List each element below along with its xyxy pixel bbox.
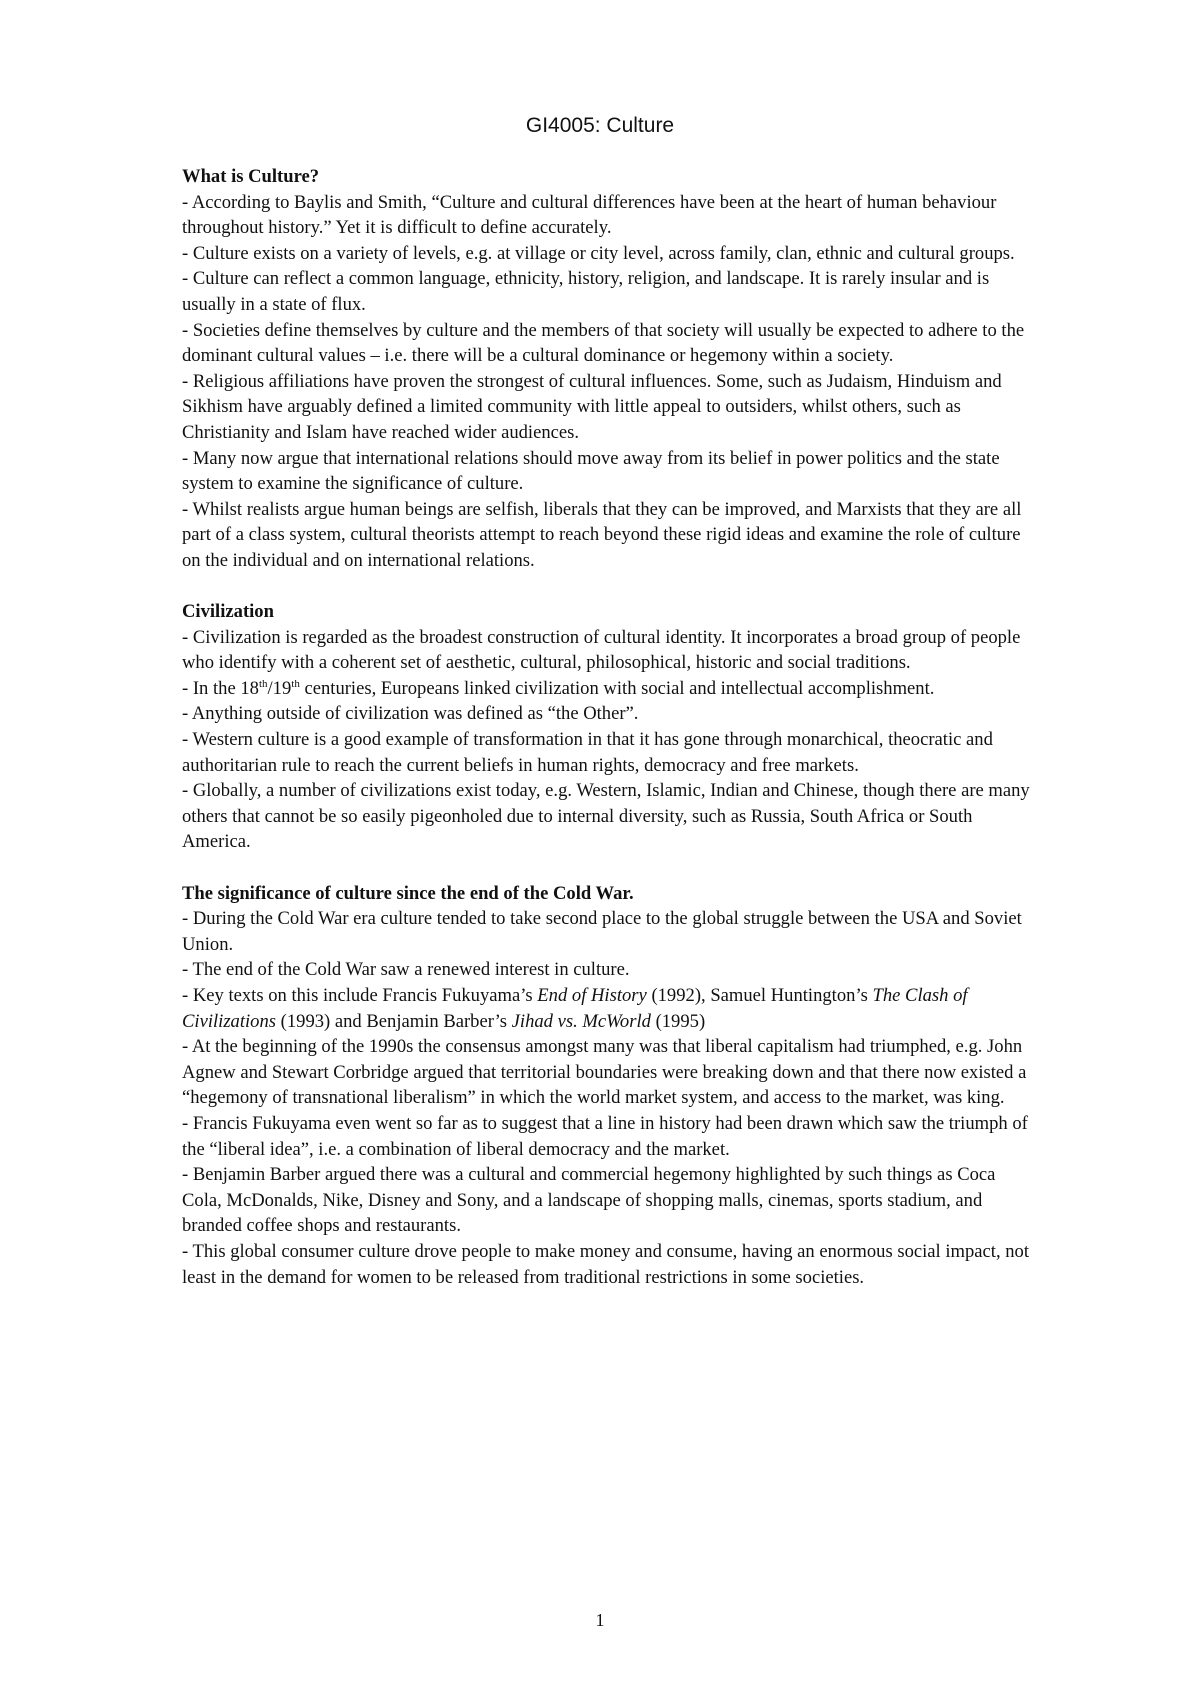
- paragraph: - The end of the Cold War saw a renewed interest in culture.: [182, 959, 630, 981]
- paragraph: - During the Cold War era culture tended to take second place to the global struggle between the USA and Soviet Union.: [182, 908, 1022, 955]
- text-run: (1993) and Benjamin Barber’s: [276, 1010, 512, 1032]
- paragraph: - Many now argue that international relations should move away from its belief in power politics and the state system to examine the significance of culture.: [182, 447, 1000, 495]
- paragraph: - Anything outside of civilization was defined as “the Other”.: [182, 703, 639, 725]
- section-civilization: [182, 599, 1032, 855]
- page-title: GI4005: Culture: [525, 114, 675, 137]
- paragraph: - Francis Fukuyama even went so far as to suggest that a line in history had been drawn which saw the triumph of the “liberal idea”, i.e. a combination of liberal democracy and the market.: [182, 1112, 1028, 1160]
- superscript: th: [291, 677, 300, 690]
- section-heading: Civilization: [182, 601, 274, 623]
- text-run: (1995): [650, 1010, 706, 1032]
- section-cold-war: [182, 881, 1032, 1291]
- paragraph: - Globally, a number of civilizations exist today, e.g. Western, Islamic, Indian and Chinese, though there are many others that cannot be so easily pigeonholed due to internal diversity, such as Russia, South Africa or South America.: [182, 780, 1030, 853]
- text-run: - Key texts on this include Francis Fukuyama’s: [182, 985, 538, 1006]
- superscript: th: [258, 677, 268, 690]
- text-run: centuries, Europeans linked civilization with social and intellectual accomplishment.: [299, 677, 935, 699]
- book-title: The Clash of Civilizations: [182, 985, 968, 1032]
- book-title: Jihad vs. McWorld: [511, 1010, 651, 1032]
- paragraph: - Culture exists on a variety of levels, e.g. at village or city level, across family, clan, ethnic and cultural groups.: [182, 242, 1015, 264]
- book-title: End of History: [537, 985, 647, 1006]
- section-heading: The significance of culture since the end of the Cold War.: [182, 882, 634, 904]
- paragraph: - Benjamin Barber argued there was a cultural and commercial hegemony highlighted by such things as Coca Cola, McDonalds, Nike, Disney and Sony, and a landscape of shopping malls, cinemas, sports stadium, and branded coffee shops and restaurants.: [182, 1164, 996, 1237]
- paragraph: - At the beginning of the 1990s the consensus amongst many was that liberal capitalism had triumphed, e.g. John Agnew and Stewart Corbridge argued that territorial boundaries were breaking down and that there now existed a “hegemony of transnational liberalism” in which the world market system, and access to the market, was king.: [182, 1036, 1027, 1109]
- paragraph: - Religious affiliations have proven the strongest of cultural influences. Some, such as Judaism, Hinduism and Sikhism have arguably defined a limited community with little appeal to outsiders, whilst others, such as Christianity and Islam have reached wider audiences.: [182, 370, 1002, 443]
- paragraph-centuries: [182, 676, 1032, 702]
- paragraph: - Whilst realists argue human beings are selfish, liberals that they can be improved, and Marxists that they are all part of a class system, cultural theorists attempt to reach beyond these rigid ideas and examine the role of culture on the individual and on international relations.: [182, 498, 1022, 571]
- section-heading: What is Culture?: [182, 166, 320, 187]
- paragraph: - This global consumer culture drove people to make money and consume, having an enormous social impact, not least in the demand for women to be released from traditional restrictions in some societies.: [182, 1240, 1030, 1288]
- paragraph: - According to Baylis and Smith, “Culture and cultural differences have been at the heart of human behaviour throughout history.” Yet it is difficult to define accurately.: [182, 191, 997, 239]
- paragraph: - Western culture is a good example of transformation in that it has gone through monarchical, theocratic and authoritarian rule to reach the current beliefs in human rights, democracy and free markets.: [182, 729, 993, 776]
- text-run: /19: [267, 677, 292, 699]
- document-body: [182, 164, 1032, 1316]
- page-number: 1: [595, 1610, 605, 1630]
- text-run: - In the 18: [182, 677, 259, 699]
- paragraph: - Civilization is regarded as the broadest construction of cultural identity. It incorporates a broad group of people who identify with a coherent set of aesthetic, cultural, philosophical, historic and social traditions.: [182, 626, 1021, 674]
- section-what-is-culture: [182, 164, 1032, 574]
- paragraph-key-texts: [182, 983, 1032, 1034]
- paragraph: - Societies define themselves by culture and the members of that society will usually be expected to adhere to the dominant cultural values – i.e. there will be a cultural dominance or hegemony within a society.: [182, 319, 1025, 367]
- text-run: (1992), Samuel Huntington’s: [646, 985, 873, 1006]
- paragraph: - Culture can reflect a common language, ethnicity, history, religion, and landscape. It is rarely insular and is usually in a state of flux.: [182, 268, 990, 315]
